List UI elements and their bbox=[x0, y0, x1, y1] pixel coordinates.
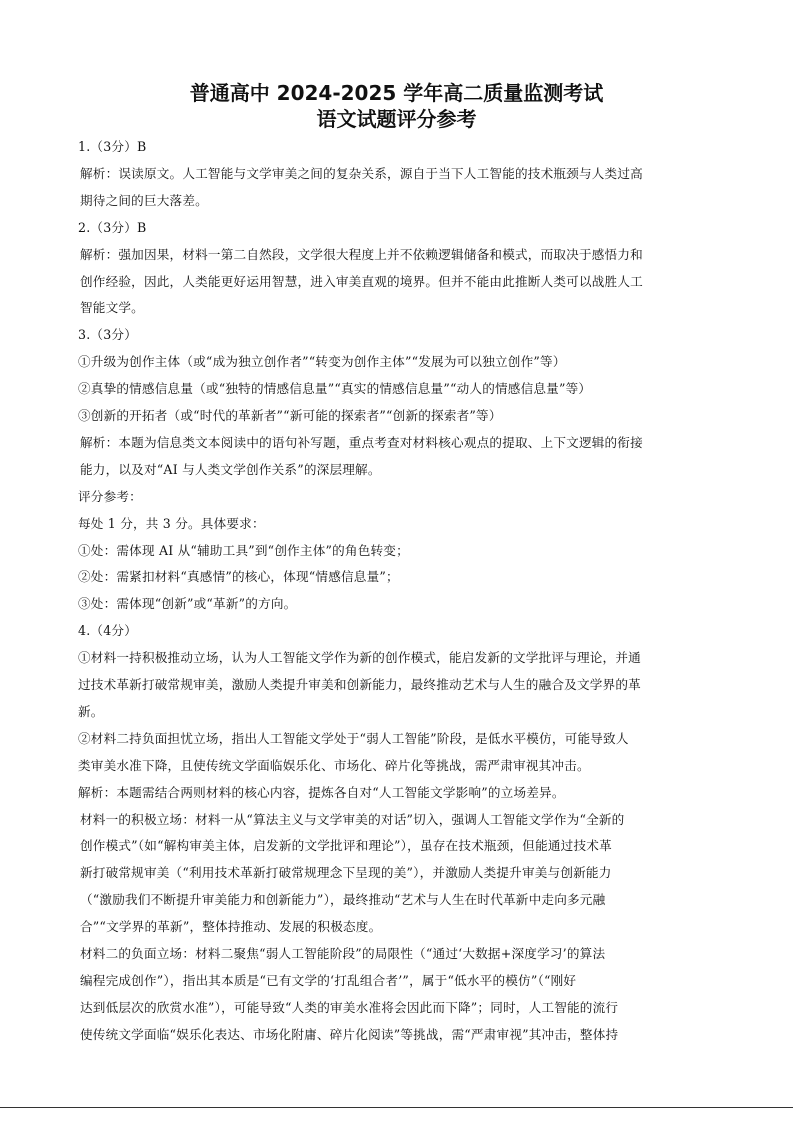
body-line: ②真挚的情感信息量（或“独特的情感信息量”“真实的情感信息量”“动人的情感信息量”等） bbox=[78, 381, 592, 397]
body-line: ③处：需体现“创新”或“革新”的方向。 bbox=[78, 596, 297, 612]
body-line: ①处：需体现 AI 从“辅助工具”到“创作主体”的角色转变； bbox=[78, 542, 409, 558]
body-line: 材料一的积极立场：材料一从“算法主义与文学审美的对话”切入，强调人工智能文学作为“全新的 bbox=[80, 811, 625, 827]
body-line: 新打破常规审美（“利用技术革新打破常规理念下呈现的美”），并激励人类提升审美与创新能力 bbox=[80, 865, 612, 881]
body-line: 创作模式”（如“解构审美主体，启发新的文学批评和理论”），虽存在技术瓶颈，但能通过技术革 bbox=[80, 838, 612, 854]
document-subtitle: 语文试题评分参考 bbox=[316, 107, 477, 131]
body-line: 解析：本题为信息类文本阅读中的语句补写题，重点考查对材料核心观点的提取、上下文逻辑的衔接 bbox=[80, 434, 643, 450]
body-line: 3.（3分） bbox=[78, 327, 138, 343]
body-line: 评分参考： bbox=[78, 488, 142, 504]
body-line: ②材料二持负面担忧立场，指出人工智能文学处于“弱人工智能”阶段，是低水平模仿，可能导致人 bbox=[78, 730, 629, 746]
body-line: 编程完成创作”），指出其本质是“已有文学的‘打乱组合者’”，属于“低水平的模仿”（“刚好 bbox=[80, 972, 577, 988]
body-line: 材料二的负面立场：材料二聚焦“弱人工智能阶段”的局限性（“通过‘大数据+深度学习’的算法 bbox=[80, 946, 606, 961]
body-line: 4.（4分） bbox=[78, 623, 138, 639]
body-line: 类审美水准下降，且使传统文学面临娱乐化、市场化、碎片化等挑战，需严肃审视其冲击。 bbox=[78, 757, 590, 773]
body-line: 解析：本题需结合两则材料的核心内容，提炼各自对“人工智能文学影响”的立场差异。 bbox=[78, 784, 565, 800]
body-line: 新。 bbox=[78, 703, 104, 719]
body-line: ①材料一持积极推动立场，认为人工智能文学作为新的创作模式，能启发新的文学批评与理论，并通 bbox=[78, 650, 641, 666]
body-line: 合”“文学界的革新”，整体持推动、发展的积极态度。 bbox=[80, 919, 382, 935]
body-line: 智能文学。 bbox=[80, 300, 144, 316]
body-line: ②处：需紧扣材料“真感情”的核心，体现“情感信息量”； bbox=[78, 569, 399, 585]
page-bottom-divider bbox=[0, 1107, 793, 1108]
body-line: 期待之间的巨大落差。 bbox=[80, 192, 208, 208]
body-line: 解析：强加因果，材料一第二自然段，文学很大程度上并不依赖逻辑储备和模式，而取决于感悟力和 bbox=[80, 246, 643, 262]
document-title: 普通高中 2024-2025 学年高二质量监测考试 bbox=[189, 81, 604, 105]
body-line: 1.（3分）B bbox=[78, 139, 147, 154]
body-line: 过技术革新打破常规审美，激励人类提升审美和创新能力，最终推动艺术与人生的融合及文学界的革 bbox=[78, 677, 641, 692]
body-line: 2.（3分）B bbox=[78, 219, 147, 235]
body-line: 达到低层次的欣赏水准”），可能导致“人类的审美水准将会因此而下降”；同时，人工智能的流行 bbox=[80, 999, 619, 1015]
body-line: 能力，以及对“AI 与人类文学创作关系”的深层理解。 bbox=[80, 461, 381, 477]
body-line: 解析：误读原文。人工智能与文学审美之间的复杂关系，源自于当下人工智能的技术瓶颈与人类过高 bbox=[80, 165, 643, 181]
body-line: 使传统文学面临“娱乐化表达、市场化附庸、碎片化阅读”等挑战，需“严肃审视”其冲击，整体持 bbox=[80, 1026, 619, 1042]
body-line: ③创新的开拓者（或“时代的革新者”“新可能的探索者”“创新的探索者”等） bbox=[78, 408, 502, 423]
body-line: ①升级为创作主体（或“成为独立创作者”“转变为创作主体”“发展为可以独立创作”等） bbox=[78, 354, 566, 370]
body-line: （“激励我们不断提升审美能力和创新能力”），最终推动“艺术与人生在时代革新中走向多元融 bbox=[80, 892, 606, 908]
body-line: 每处 1 分，共 3 分。具体要求： bbox=[78, 515, 265, 531]
body-line: 创作经验，因此，人类能更好运用智慧，进入审美直观的境界。但并不能由此推断人类可以战胜人工 bbox=[80, 273, 643, 289]
